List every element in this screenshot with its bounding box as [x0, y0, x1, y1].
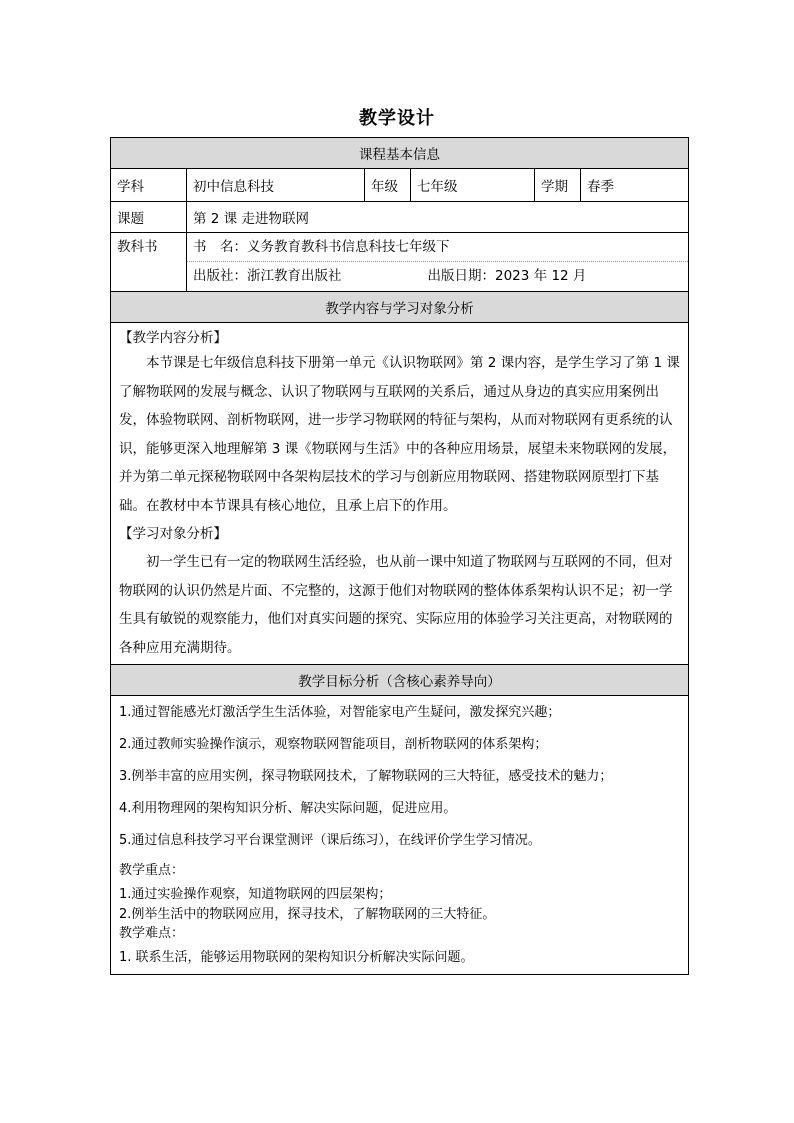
key-points-title: 教学重点： — [119, 863, 185, 878]
learner-analysis-title: 【学习对象分析】 — [119, 526, 227, 542]
learner-analysis-paragraph: 初一学生已有一定的物联网生活经验，也从前一课中知道了物联网与互联网的不同，但对物联网的认识仍然是片面、不完整的，这源于他们对物联网的整体体系架构认识不足；初一学生具有敏锐的观察能力，他们对真实问题的探究、实际应用的体验学习关注更高，对物联网的各种应用充满期待。 — [119, 554, 673, 656]
subject-label: 学科 — [111, 169, 187, 202]
difficult-points-title: 教学难点： — [119, 926, 185, 941]
publisher: 出版社：浙江教育出版社 — [193, 268, 342, 284]
subject-value: 初中信息科技 — [187, 169, 365, 202]
goal-item: 2.通过教师实验操作演示，观察物联网智能项目，剖析物联网的体系架构； — [119, 737, 548, 752]
textbook-info — [187, 233, 689, 292]
difficult-point-item: 1. 联系生活，能够运用物联网的架构知识分析解决实际问题。 — [119, 949, 474, 965]
key-point-item: 2.例举生活中的物联网应用，探寻技术，了解物联网的三大特征。 — [119, 906, 496, 922]
publisher-line — [187, 262, 688, 291]
lesson-plan-table — [110, 137, 689, 975]
document-title: 教学设计 — [359, 108, 435, 129]
analysis-header: 教学内容与学习对象分析 — [111, 292, 689, 323]
basic-info-header: 课程基本信息 — [111, 138, 689, 169]
content-analysis-title: 【教学内容分析】 — [119, 330, 227, 346]
book-name: 书 名：义务教育教科书信息科技七年级下 — [187, 233, 688, 262]
content-analysis-paragraph: 本节课是七年级信息科技下册第一单元《认识物联网》第 2 课内容，是学生学习了第 1 课了解物联网的发展与概念、认识了物联网与互联网的关系后，通过从身边的真实应用案例出发，体验物联网、剖析物联网，进一步学习物联网的特征与架构，从而对物联网有更系统的认识，能够更深入地理解第 3 课《物联网与生活》中的各种应用场景，展望未来物联网的发展，并为第二单元探秘物联网中各架构层技术的学习与创新应用物联网、搭建物联网原型打下基础。在教材中本节课具有核心地位，且承上启下的作用。 — [119, 355, 680, 514]
textbook-label-text: 教科书 — [117, 239, 158, 255]
key-point-item: 1.通过实验操作观察，知道物联网的四层架构； — [119, 887, 392, 902]
publish-date: 出版日期：2023 年 12 月 — [427, 268, 587, 284]
goal-item: 5.通过信息科技学习平台课堂测评（课后练习），在线评价学生学习情况。 — [119, 833, 541, 848]
term-value: 春季 — [581, 169, 689, 202]
goal-item: 1.通过智能感光灯激活学生生活体验，对智能家电产生疑问，激发探究兴趣； — [119, 705, 561, 720]
lesson-label: 课题 — [111, 202, 187, 233]
goal-item: 3.例举丰富的应用实例，探寻物联网技术，了解物联网的三大特征，感受技术的魅力； — [119, 769, 613, 784]
grade-value: 七年级 — [411, 169, 535, 202]
goal-item: 4.利用物理网的架构知识分析、解决实际问题，促进应用。 — [119, 801, 457, 816]
goals-content — [111, 696, 689, 975]
grade-label: 年级 — [365, 169, 411, 202]
textbook-label — [111, 233, 187, 292]
analysis-content — [111, 323, 689, 665]
term-label: 学期 — [535, 169, 581, 202]
goals-header: 教学目标分析（含核心素养导向） — [111, 665, 689, 696]
lesson-value: 第 2 课 走进物联网 — [187, 202, 689, 233]
